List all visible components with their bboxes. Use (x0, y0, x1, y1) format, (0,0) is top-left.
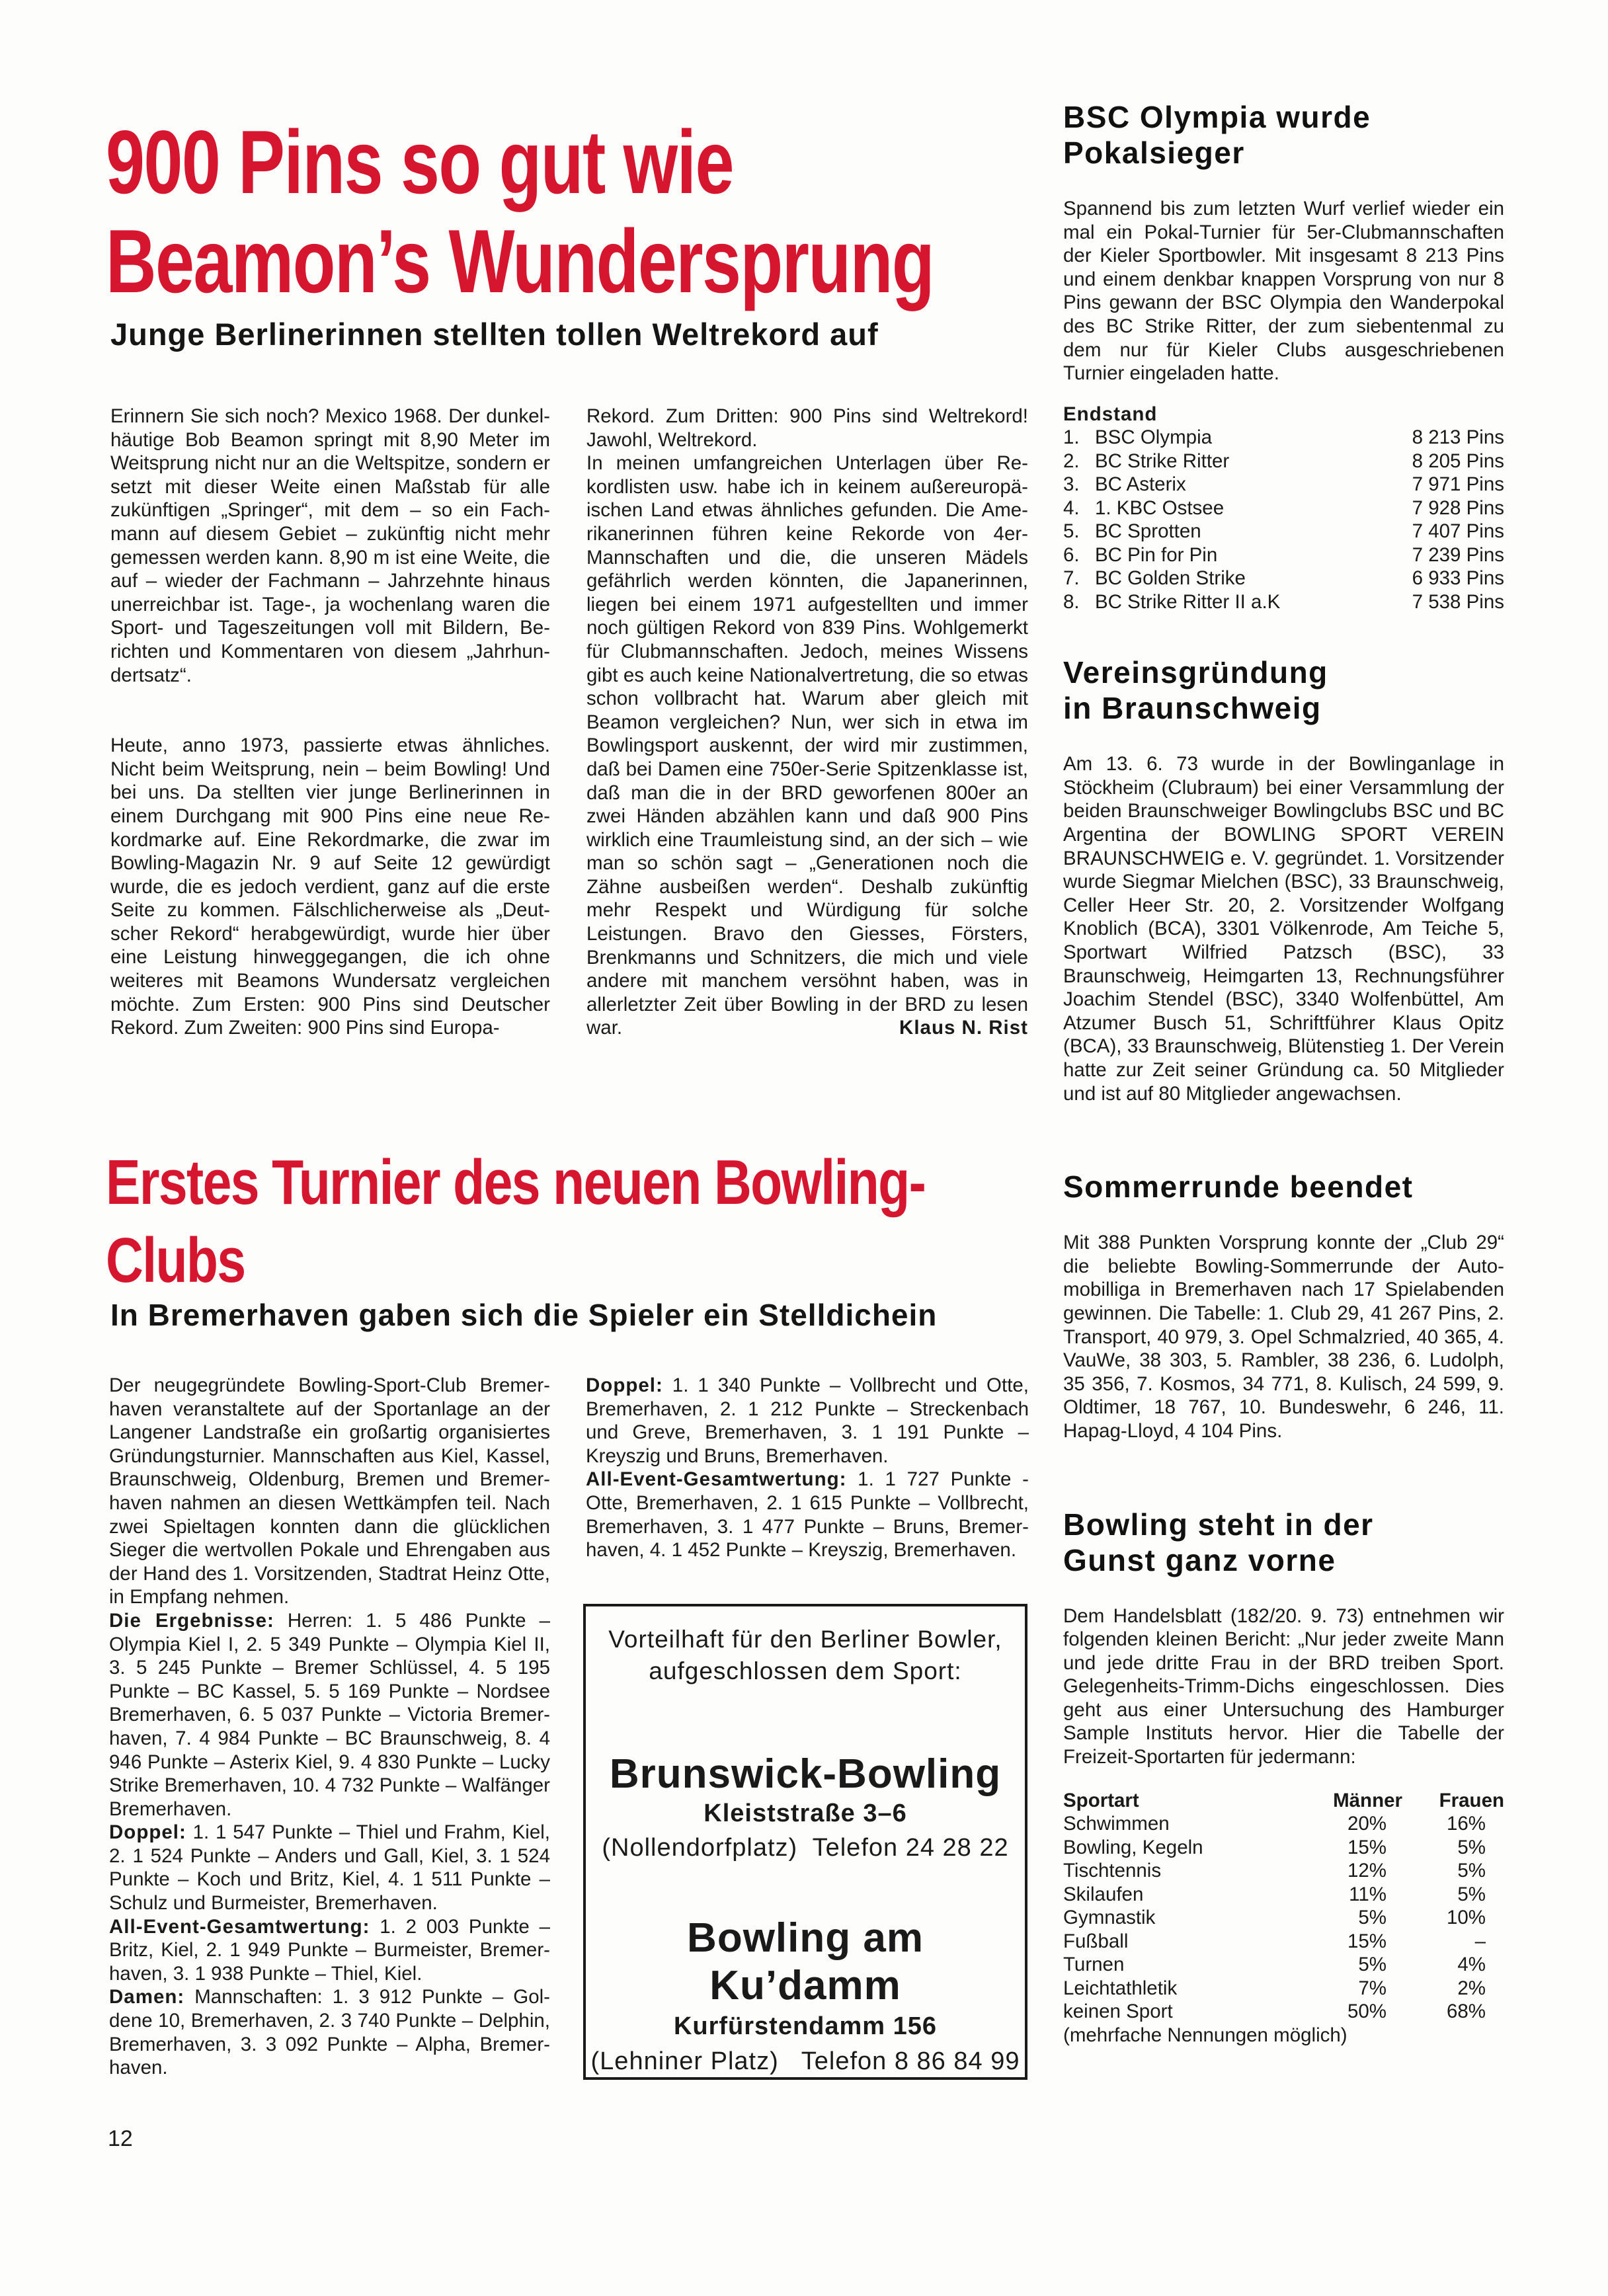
standings-pins: 7 407 Pins (1412, 520, 1504, 543)
standings-rank: 7. (1063, 567, 1080, 590)
women-percent: 4% (1457, 1954, 1486, 1976)
article1-headline-line1: 900 Pins so gut wie (106, 112, 733, 212)
header-men: Männer (1333, 1789, 1402, 1811)
article3-headline: BSC Olympia wurde Pokalsieger (1063, 100, 1371, 170)
sports-table-row (1063, 1930, 1504, 1954)
standings-pins: 7 928 Pins (1412, 496, 1504, 519)
page-number: 12 (108, 2126, 133, 2151)
article6-headline-line1: Bowling steht in der (1063, 1507, 1374, 1542)
ad-venue1-area: (Nollendorfplatz) (602, 1834, 798, 1862)
advertisement-box (583, 1604, 1027, 2080)
article1-paragraph4-text: In meinen umfangreichen Unterlagen über Rekordlisten usw. habe ich in keinem außereuropäischen Land etwas ähnliches gefunden. Die Amerikanerinnen führen keine Rekorde von 4er-Mannschaften und die, die unseren Mädels gefährlich werden könnten, die Japanerinnen, liegen bei einem 1971 aufgestellten und immer noch gültigen Rekord von 839 Pins. Wohlgemerkt für Clubmannschaften. Jedoch, meines Wissens gibt es auch keine Nationalvertretung, die so etwas schon vollbracht hat. Warum aber gleich mit Beamon vergleichen? Nun, wer sich in etwa im Bowlingsport auskennt, der wird mir zustimmen, daß bei Damen eine 750er-Serie Spitzenklasse ist, daß man die in der BRD geworfenen 800er an zwei Händen abzählen kann und daß 900 Pins wirklich eine Traumleistung sind, an der sich – wie man so schön sagt – „Generationen noch die Zähne ausbeißen werden“. Deshalb zukünftig mehr Respekt und Würdigung für solche Leistungen. Bravo den Giesses, Försters, Brenkmanns und Schnitzers, die mich und viele andere mit manchem versöhnt haben, was in allerletzter Zeit über Bowling in der BRD zu lesen war. (586, 452, 1028, 1039)
standings-row (1063, 590, 1504, 614)
article2-column2 (586, 1374, 1029, 1562)
standings-row (1063, 567, 1504, 590)
article1-subheadline: Junge Berlinerinnen stellten tollen Weltrekord auf (110, 317, 879, 352)
standings-pins: 7 239 Pins (1412, 543, 1504, 566)
article4-headline-line2: in Braunschweig (1063, 691, 1322, 726)
standings-row (1063, 450, 1504, 473)
article2-result-allevent (109, 1915, 550, 1986)
men-percent: 12% (1347, 1860, 1387, 1882)
article6-headline-line2: Gunst ganz vorne (1063, 1542, 1336, 1577)
ad-intro-line2: aufgeschlossen dem Sport: (649, 1657, 962, 1684)
result-text: 1. 1 547 Punkte – Thiel und Frahm, Kiel, 2. 1 524 Punkte – Anders und Gall, Kiel, 3. 1 524 Punkte – Koch und Britz, Kiel, 4. 1 511 Punkte – Schulz und Burmeister, Bremerhaven. (109, 1821, 550, 1915)
standings-rank: 8. (1063, 590, 1080, 613)
standings-rank: 5. (1063, 520, 1080, 543)
men-percent: 5% (1358, 1907, 1387, 1929)
standings-rank: 1. (1063, 426, 1080, 449)
article1-headline (106, 112, 934, 311)
result-text: 1. 2 003 Punkte – Britz, Kiel, 2. 1 949 Punkte – Burmeister, Bremerhaven, 3. 1 938 Punkte – Thiel, Kiel. (109, 1915, 550, 1985)
result-text: Mannschaften: 1. 3 912 Punkte – Goldene 10, Bremerhaven, 2. 3 740 Punkte – Delphin, Bremerhaven, 3. 3 092 Punkte – Alpha, Bremerhaven. (109, 1986, 550, 2079)
standings-row (1063, 426, 1504, 450)
women-percent: 5% (1457, 1883, 1486, 1905)
standings-team: BC Strike Ritter II a.K (1095, 590, 1281, 613)
sports-table-header (1063, 1789, 1504, 1813)
article2-column1 (109, 1374, 550, 2080)
article2-subheadline: In Bremerhaven gaben sich die Spieler ein Stelldichein (110, 1298, 938, 1332)
standings-pins: 7 538 Pins (1412, 590, 1504, 613)
women-percent: 5% (1457, 1860, 1486, 1882)
result-label: All-Event-Gesamtwertung: (109, 1915, 370, 1938)
article1-paragraph2: Heute, anno 1973, passierte etwas ähnliches. Nicht beim Weitsprung, nein – beim Bowling! Und bei uns. Da stellten vier junge Berlinerinnen in einem Durchgang mit 900 Pins eine neue Rekordmarke auf. Eine Rekordmarke, die zwar im Bowling-Magazin Nr. 9 auf Seite 12 gewürdigt wurde, die es jedoch verdient, ganz auf die erste Seite zu kommen. Fälschlicherweise als „Deutscher Rekord“ herabgewürdigt, wurde hier über eine Leistung hinweggegangen, die ich ohne weiteres mit Beamons Wundersatz vergleichen möchte. Zum Ersten: 900 Pins sind Deutscher Rekord. Zum Zweiten: 900 Pins sind Europa- (110, 734, 550, 1039)
article4-headline (1063, 654, 1504, 726)
standings-team: BC Pin for Pin (1095, 543, 1218, 566)
women-percent: 68% (1446, 2000, 1486, 2023)
result-label: Die Ergebnisse: (109, 1609, 274, 1632)
sports-table-row (1063, 1953, 1504, 1977)
ad-venue2-phone: Telefon 8 86 84 99 (801, 2047, 1020, 2075)
article4-body: Am 13. 6. 73 wurde in der Bowlinganlage in Stöckheim (Clubraum) bei einer Versammlung der beiden Braunschweiger Bowlingclubs BSC und BC Argentina der BOWLING SPORT VEREIN BRAUNSCHWEIG e. V. gegründet. 1. Vorsitzender wurde Siegmar Mielchen (BSC), 33 Braunschweig, Celler Heer Str. 20, 2. Vorsitzender Wolfgang Knoblich (BCA), 3301 Völkenrode, Am Teiche 5, Sportwart Wilfried Patzsch (BSC), 33 Braunschweig, Heimgarten 13, Rechnungsführer Joachim Stendel (BSC), 3340 Wolfenbüttel, Am Atzumer Busch 51, Schriftführer Klaus Opitz (BCA), 33 Braunschweig, Blütenstieg 1. Der Verein hatte zur Zeit seiner Gründung ca. 50 Mitglieder und ist auf 80 Mitglieder angewachsen. (1063, 753, 1504, 1105)
sport-name: Leichtathletik (1063, 1977, 1178, 1999)
sports-table-row (1063, 1883, 1504, 1907)
article2-result-damen-doppel (586, 1374, 1029, 1468)
sports-table-row (1063, 2000, 1504, 2024)
standings-pins: 8 213 Pins (1412, 426, 1504, 449)
sport-name: Turnen (1063, 1954, 1125, 1976)
article2-result-doppel (109, 1821, 550, 1915)
article2-result-damen-allevent (586, 1468, 1029, 1562)
sports-table-row (1063, 1812, 1504, 1836)
article2-result-herren (109, 1609, 550, 1821)
women-percent: 10% (1446, 1907, 1486, 1929)
article6-headline (1063, 1507, 1504, 1578)
sport-name: keinen Sport (1063, 2000, 1173, 2023)
article1-column1 (110, 405, 550, 1040)
article2-headline-line1: Erstes Turnier des neuen Bowling- (106, 1147, 926, 1218)
standings-row (1063, 496, 1504, 520)
ad-venue1-address: Kleiststraße 3–6 (704, 1800, 907, 1827)
sports-table-row (1063, 1836, 1504, 1860)
standings-pins: 6 933 Pins (1412, 567, 1504, 590)
standings-table (1063, 403, 1504, 614)
women-percent: 2% (1457, 1977, 1486, 1999)
article3-body: Spannend bis zum letzten Wurf verlief wieder ein mal ein Pokal-Turnier für 5er-Clubmannschaften der Kieler Sportbowler. Mit insgesamt 8 213 Pins und einem denkbar knappen Vorsprung von nur 8 Pins gewann der BSC Olympia den Wanderpokal des BC Strike Ritter, der zum siebentenmal zu dem nur für Kieler Clubs ausgeschriebenen Turnier eingeladen hatte. (1063, 198, 1504, 385)
result-text: 1. 1 727 Punkte - Otte, Bremerhaven, 2. 1 615 Punkte – Vollbrecht, Bremerhaven, 3. 1 477 Punkte – Bruns, Bremerhaven, 4. 1 452 Punkte – Kreyszig, Bremerhaven. (586, 1468, 1029, 1562)
standings-team: BC Sprotten (1095, 520, 1201, 543)
standings-team: 1. KBC Ostsee (1095, 496, 1225, 519)
sport-name: Gymnastik (1063, 1907, 1156, 1929)
standings-row (1063, 543, 1504, 567)
sports-table-footnote: (mehrfache Nennungen möglich) (1063, 2024, 1347, 2046)
article5-body: Mit 388 Punkten Vorsprung konnte der „Club 29“ die beliebte Bowling-Sommerrunde der Automobilliga in Bremerhaven nach 17 Spielabenden gewinnen. Die Tabelle: 1. Club 29, 41 267 Pins, 2. Transport, 40 979, 3. Opel Schmalzried, 40 365, 4. VauWe, 38 303, 5. Rambler, 38 236, 6. Ludolph, 35 356, 7. Kosmos, 34 771, 8. Kulisch, 24 599, 9. Oldtimer, 18 767, 10. Bundeswehr, 6 246, 11. Hapag-Lloyd, 4 104 Pins. (1063, 1232, 1504, 1442)
result-text: 1. 1 340 Punkte – Vollbrecht und Otte, Bremerhaven, 2. 1 212 Punkte – Streckenbach und Greve, Bremerhaven, 3. 1 191 Punkte – Kreyszig und Bruns, Bremerhaven. (586, 1374, 1029, 1467)
ad-venue1-phone: Telefon 24 28 22 (812, 1834, 1009, 1862)
men-percent: 5% (1358, 1954, 1387, 1976)
article2-result-damen (109, 1985, 550, 2079)
standings-row (1063, 473, 1504, 496)
result-label: All-Event-Gesamtwertung: (586, 1468, 847, 1491)
ad-venue2-contact (586, 2043, 1025, 2080)
article1-author: Klaus N. Rist (899, 1017, 1028, 1039)
ad-venue2-area: (Lehniner Platz) (590, 2047, 779, 2075)
men-percent: 11% (1349, 1883, 1387, 1905)
article1-paragraph3: Rekord. Zum Dritten: 900 Pins sind Weltrekord! Jawohl, Weltrekord. (586, 405, 1028, 451)
women-percent: 5% (1457, 1836, 1486, 1858)
men-percent: 20% (1347, 1813, 1387, 1835)
standings-title: Endstand (1063, 403, 1158, 425)
article6-body: Dem Handelsblatt (182/20. 9. 73) entnehmen wir folgenden kleinen Bericht: „Nur jeder zweite Mann und jede dritte Frau in der BRD treiben Sport. Gelegenheits-Trimm-Dichs eingeschlossen. Dies geht aus einer Untersuchung des Hamburger Sample Instituts hervor. Hier die Tabelle der Freizeit-Sportarten für jedermann: (1063, 1604, 1504, 1768)
article5-headline: Sommerrunde beendet (1063, 1169, 1414, 1205)
standings-team: BC Strike Ritter (1095, 450, 1230, 472)
standings-team: BSC Olympia (1095, 426, 1213, 449)
sports-table-row (1063, 1977, 1504, 2000)
result-label: Doppel: (109, 1821, 186, 1844)
sports-table (1063, 1789, 1504, 2024)
sports-table-row (1063, 1906, 1504, 1930)
standings-rank: 4. (1063, 496, 1080, 519)
standings-team: BC Asterix (1095, 473, 1186, 496)
right-column (1063, 99, 1504, 2047)
sport-name: Tischtennis (1063, 1860, 1162, 1882)
header-women: Frauen (1439, 1789, 1504, 1811)
article1-paragraph4 (586, 452, 1028, 1040)
women-percent: – (1474, 1930, 1486, 1952)
men-percent: 7% (1358, 1977, 1387, 1999)
article2-intro: Der neugegründete Bowling-Sport-Club Bremerhaven veranstaltete auf der Sportanlage an der Langener Landstraße ein großartig organisiertes Gründungsturnier. Mannschaften aus Kiel, Kassel, Braunschweig, Oldenburg, Bremen und Bremerhaven nahmen an diesen Wettkämpfen teil. Nach zwei Spieltagen konnten dann die glücklichen Sieger die wertvollen Pokale und Ehrengaben aus der Hand des 1. Vorsitzenden, Stadtrat Heinz Otte, in Empfang nehmen. (109, 1374, 550, 1608)
article2-headline (106, 1144, 984, 1300)
men-percent: 15% (1347, 1836, 1387, 1858)
sport-name: Skilaufen (1063, 1883, 1144, 1905)
ad-venue2-address: Kurfürstendamm 156 (673, 2012, 938, 2040)
sports-table-row (1063, 1859, 1504, 1883)
standings-pins: 8 205 Pins (1412, 450, 1504, 472)
sport-name: Schwimmen (1063, 1813, 1170, 1835)
article1-column2 (586, 405, 1028, 1040)
article1-headline-line2: Beamon’s Wundersprung (106, 211, 934, 311)
result-label: Damen: (109, 1986, 185, 2008)
standings-rank: 3. (1063, 473, 1080, 496)
standings-pins: 7 971 Pins (1412, 473, 1504, 496)
sport-name: Fußball (1063, 1930, 1129, 1952)
result-label: Doppel: (586, 1374, 663, 1396)
result-text: Herren: 1. 5 486 Punkte – Olympia Kiel I, 2. 5 349 Punkte – Olympia Kiel II, 3. 5 245 Punkte – Bremer Schlüssel, 4. 5 195 Punkte – BC Kassel, 5. 5 169 Punkte – Nordsee Bremerhaven, 6. 5 037 Punkte – Victoria Bremerhaven, 7. 4 984 Punkte – BC Braunschweig, 8. 4 946 Punkte – Asterix Kiel, 9. 4 830 Punkte – Lucky Strike Bremerhaven, 10. 4 732 Punkte – Walfänger Bremerhaven. (109, 1609, 550, 1820)
article2-headline-line2: Clubs (106, 1225, 245, 1296)
standings-rank: 2. (1063, 450, 1080, 472)
standings-row (1063, 520, 1504, 543)
article1-paragraph1: Erinnern Sie sich noch? Mexico 1968. Der dunkelhäutige Bob Beamon springt mit 8,90 Meter im Weitsprung nicht nur an die Weltspitze, sondern er setzt mit dieser Weite einen Maßstab für alle zukünftigen „Springer“, mit dem – so ein Fachmann auf diesem Gebiet – zukünftig nicht mehr gemessen werden kann. 8,90 m ist eine Weite, die auf – wieder der Fachmann – Jahrzehnte hinaus unerreichbar ist. Tage-, ja wochenlang waren die Sport- und Tageszeitungen voll mit Bildern, Berichten und Kommentaren von diesem „Jahrhundertsatz“. (110, 405, 550, 686)
ad-venue2-name: Bowling am Ku’damm (687, 1915, 924, 2008)
standings-rank: 6. (1063, 543, 1080, 566)
ad-venue1-name: Brunswick-Bowling (609, 1751, 1002, 1797)
article4-headline-line1: Vereinsgründung (1063, 655, 1328, 690)
men-percent: 50% (1347, 2000, 1387, 2023)
ad-venue1-contact (586, 1831, 1025, 1864)
ad-intro-line1: Vorteilhaft für den Berliner Bowler, (608, 1626, 1002, 1653)
sport-name: Bowling, Kegeln (1063, 1836, 1203, 1858)
women-percent: 16% (1446, 1813, 1486, 1835)
standings-team: BC Golden Strike (1095, 567, 1246, 590)
men-percent: 15% (1347, 1930, 1387, 1952)
header-sport: Sportart (1063, 1789, 1139, 1811)
